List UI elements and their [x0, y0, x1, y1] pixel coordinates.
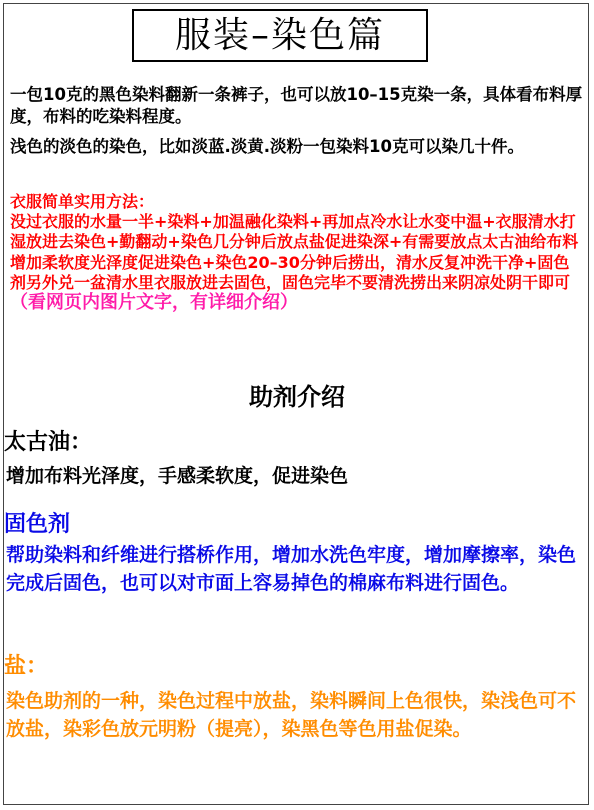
method-note: （看网页内图片文字，有详细介绍） [10, 292, 298, 314]
method-section [10, 192, 585, 313]
page-title: 服装–染色篇 [132, 9, 428, 62]
intro-paragraph-1: 一包10克的黑色染料翻新一条裤子，也可以放10–15克染一条，具体看布料厚度，布料的吃染料程度。 [10, 85, 583, 126]
intro-paragraph-2: 浅色的淡色的染色，比如淡蓝.淡黄.淡粉一包染料10克可以染几十件。 [10, 137, 524, 156]
agent-heading-guseji: 固色剂 [4, 512, 71, 537]
agent-desc-yan: 染色助剂的一种，染色过程中放盐，染料瞬间上色很快，染浅色可不放盐，染彩色放元明粉（提亮），染黑色等色用盐促染。 [6, 690, 577, 740]
agent-desc-taiguyou: 增加布料光泽度，手感柔软度，促进染色 [6, 465, 349, 487]
method-text: 没过衣服的水量一半+染料+加温融化染料+再加点冷水让水变中温+衣服清水打湿放进去染色+勤翻动+染色几分钟后放点盐促进染深+有需要放点太古油给布料增加柔软度光泽度促进染色+染色20–30分钟后捞出，清水反复冲洗干净+固色剂另外兑一盆清水里衣服放进去固色，固色完毕不要清洗捞出来阴凉处阴干即可 [10, 212, 579, 292]
agent-desc-guseji: 帮助染料和纤维进行搭桥作用，增加水洗色牢度，增加摩擦率，染色完成后固色，也可以对市面上容易掉色的棉麻布料进行固色。 [6, 544, 577, 594]
agent-heading-taiguyou: 太古油： [4, 430, 93, 455]
agent-heading-yan: 盐： [4, 654, 49, 679]
aux-heading: 助剂介绍 [249, 383, 345, 411]
method-heading: 衣服简单实用方法： [10, 192, 155, 211]
